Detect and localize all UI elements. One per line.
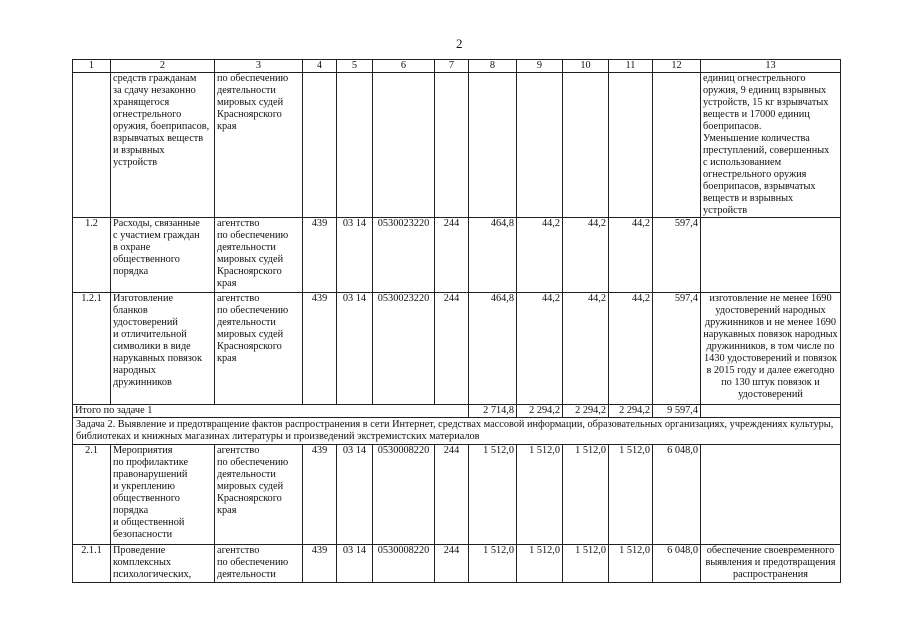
- amount-total: 597,4: [653, 293, 701, 405]
- executor: агентство по обеспечению деятельности мировых судей Красноярского края: [215, 218, 303, 293]
- expense-type: 244: [435, 218, 469, 293]
- grbs-code: 439: [303, 293, 337, 405]
- section-code: 03 14: [337, 545, 373, 583]
- row-number: 1.2.1: [73, 293, 111, 405]
- column-number: 5: [337, 60, 373, 73]
- column-number: 1: [73, 60, 111, 73]
- amount-total: 6 048,0: [653, 445, 701, 545]
- column-number: 7: [435, 60, 469, 73]
- column-number: 6: [373, 60, 435, 73]
- amount-total: [653, 73, 701, 218]
- expected-result: единиц огнестрельного оружия, 9 единиц взрывных устройств, 15 кг взрывчатых веществ и 17000 единиц боеприпасов. Уменьшение количества преступлений, совершенных с использованием огнестрельного оружия боеприпасов, взрывчатых веществ и взрывных устройств: [701, 73, 841, 218]
- table-row: [73, 445, 841, 545]
- total-sum: 9 597,4: [653, 405, 701, 418]
- column-number-row: [73, 60, 841, 73]
- executor: агентство по обеспечению деятельности: [215, 545, 303, 583]
- amount-year-2: 44,2: [517, 293, 563, 405]
- total-result: [701, 405, 841, 418]
- amount-total: 597,4: [653, 218, 701, 293]
- task-2-heading: Задача 2. Выявление и предотвращение фактов распространения в сети Интернет, средствах массовой информации, образовательных организациях, учреждениях культуры, библиотеках и книжных магазинах литературы и произведений экстремистских материалов: [73, 418, 841, 445]
- activity-name: Изготовление бланков удостоверений и отличительной символики в виде нарукавных повязок народных дружинников: [111, 293, 215, 405]
- activity-name: Мероприятия по профилактике правонарушений и укреплению общественного порядка и общественной безопасности: [111, 445, 215, 545]
- target-code: 0530023220: [373, 293, 435, 405]
- grbs-code: 439: [303, 218, 337, 293]
- amount-year-3: 44,2: [563, 293, 609, 405]
- amount-year-1: 1 512,0: [469, 445, 517, 545]
- amount-year-3: 1 512,0: [563, 445, 609, 545]
- expense-type: 244: [435, 545, 469, 583]
- total-label: Итого по задаче 1: [73, 405, 469, 418]
- grbs-code: [303, 73, 337, 218]
- amount-year-4: [609, 73, 653, 218]
- amount-year-3: 44,2: [563, 218, 609, 293]
- column-number: 12: [653, 60, 701, 73]
- amount-year-4: 44,2: [609, 218, 653, 293]
- section-code: 03 14: [337, 445, 373, 545]
- amount-year-1: 1 512,0: [469, 545, 517, 583]
- section-code: 03 14: [337, 293, 373, 405]
- amount-year-3: 1 512,0: [563, 545, 609, 583]
- expected-result: обеспечение своевременного выявления и предотвращения распространения: [701, 545, 841, 583]
- budget-table: [72, 59, 841, 583]
- expected-result: [701, 445, 841, 545]
- amount-year-2: 44,2: [517, 218, 563, 293]
- executor: агентство по обеспечению деятельности мировых судей Красноярского края: [215, 445, 303, 545]
- column-number: 2: [111, 60, 215, 73]
- amount-year-2: 1 512,0: [517, 545, 563, 583]
- amount-year-4: 44,2: [609, 293, 653, 405]
- grbs-code: 439: [303, 545, 337, 583]
- table-row: [73, 73, 841, 218]
- row-number: 2.1.1: [73, 545, 111, 583]
- activity-name: Расходы, связанные с участием граждан в охране общественного порядка: [111, 218, 215, 293]
- column-number: 11: [609, 60, 653, 73]
- target-code: 0530008220: [373, 545, 435, 583]
- column-number: 10: [563, 60, 609, 73]
- total-year-2: 2 294,2: [517, 405, 563, 418]
- task-heading-row: [73, 418, 841, 445]
- column-number: 4: [303, 60, 337, 73]
- expected-result: [701, 218, 841, 293]
- amount-total: 6 048,0: [653, 545, 701, 583]
- amount-year-3: [563, 73, 609, 218]
- expense-type: 244: [435, 293, 469, 405]
- target-code: 0530023220: [373, 218, 435, 293]
- grbs-code: 439: [303, 445, 337, 545]
- amount-year-1: [469, 73, 517, 218]
- amount-year-2: [517, 73, 563, 218]
- target-code: 0530008220: [373, 445, 435, 545]
- activity-name: Проведение комплексных психологических,: [111, 545, 215, 583]
- table-row: [73, 293, 841, 405]
- row-number: [73, 73, 111, 218]
- target-code: [373, 73, 435, 218]
- executor: агентство по обеспечению деятельности мировых судей Красноярского края: [215, 293, 303, 405]
- total-year-1: 2 714,8: [469, 405, 517, 418]
- section-code: 03 14: [337, 218, 373, 293]
- amount-year-1: 464,8: [469, 218, 517, 293]
- expense-type: [435, 73, 469, 218]
- section-code: [337, 73, 373, 218]
- column-number: 9: [517, 60, 563, 73]
- amount-year-2: 1 512,0: [517, 445, 563, 545]
- column-number: 8: [469, 60, 517, 73]
- amount-year-4: 1 512,0: [609, 545, 653, 583]
- row-number: 2.1: [73, 445, 111, 545]
- total-row: [73, 405, 841, 418]
- table-row: [73, 218, 841, 293]
- column-number: 13: [701, 60, 841, 73]
- total-year-4: 2 294,2: [609, 405, 653, 418]
- amount-year-4: 1 512,0: [609, 445, 653, 545]
- amount-year-1: 464,8: [469, 293, 517, 405]
- column-number: 3: [215, 60, 303, 73]
- row-number: 1.2: [73, 218, 111, 293]
- executor: по обеспечению деятельности мировых судей Красноярского края: [215, 73, 303, 218]
- total-year-3: 2 294,2: [563, 405, 609, 418]
- page-number: 2: [456, 36, 463, 51]
- expected-result: изготовление не менее 1690 удостоверений народных дружинников и не менее 1690 нарукавных повязок народных дружинников, в том числе по 1430 удостоверений и повязок в 2015 году и далее ежегодно по 130 штук повязок и удостоверений: [701, 293, 841, 405]
- table-row: [73, 545, 841, 583]
- expense-type: 244: [435, 445, 469, 545]
- activity-name: средств гражданам за сдачу незаконно хранящегося огнестрельного оружия, боеприпасов, взрывчатых веществ и взрывных устройств: [111, 73, 215, 218]
